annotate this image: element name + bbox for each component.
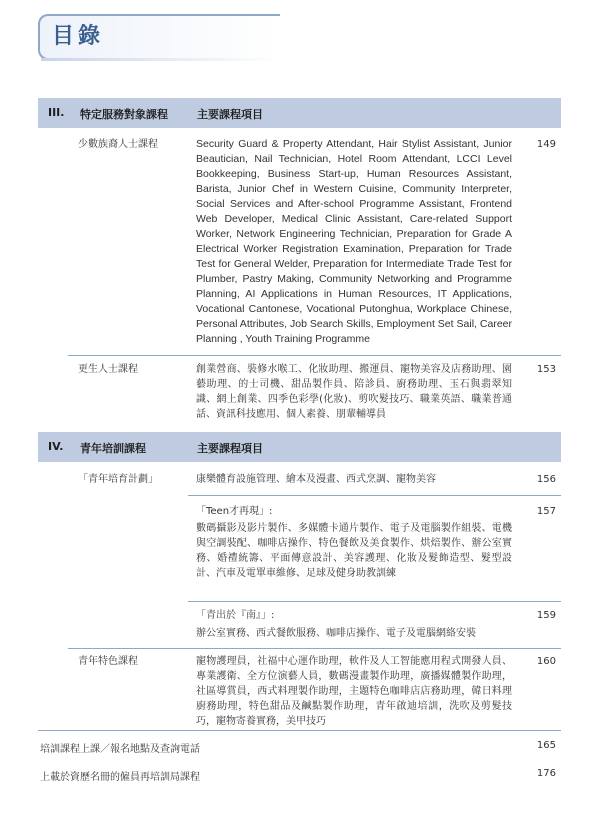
subprogram-title: 「青出於『南』」:: [196, 610, 275, 621]
page-number: 157: [536, 506, 556, 517]
page-number: 153: [536, 364, 556, 375]
footer-entry-label: 培訓課程上課／報名地點及查詢電話: [40, 744, 200, 755]
title-shadow: [41, 58, 281, 61]
section-4-header: [38, 432, 561, 462]
category-label: 少數族裔人士課程: [78, 139, 158, 150]
course-list: 寵物護理員，社福中心運作助理，軟件及人工智能應用程式開發人員、專業護衛、全方位演藝人員，數碼漫畫製作助理，廣播媒體製作助理，社區導賞員，西式料理製作助理，主題特色咖啡店店務助理，韓日料理廚務助理，特色甜品及鹹點製作助理，青年啟迪培訓，洗吹及剪髮技巧，寵物寄養實務，美甲技巧: [196, 656, 512, 727]
page-title: 目錄: [52, 24, 105, 49]
section-3-courses-heading: 主要課程項目: [197, 108, 263, 121]
category-label: 更生人士課程: [78, 364, 138, 375]
section-divider: [38, 730, 561, 731]
page-number: 159: [536, 610, 556, 621]
course-list: 辦公室實務、西式餐飲服務、咖啡店操作、電子及電腦網絡安裝: [196, 628, 476, 639]
section-3-number: III.: [48, 106, 65, 119]
row-divider: [68, 648, 561, 649]
page-title-banner: [38, 14, 286, 58]
subprogram-title: 「Teen才再現」:: [196, 506, 273, 517]
footer-entry-label: 上載於資歷名冊的僱員再培訓局課程: [40, 772, 200, 783]
page-number: 156: [536, 474, 556, 485]
course-list: Security Guard & Property Attendant, Hair Stylist Assistant, Junior Beautician, Nail Technician, Hotel Room Attendant, LCCI Level Bookkeeping, Business Start-up, Human Resources Assistant, Barista, Junior Chef in Western Cuisine, Community Interpreter, Social Services and After-school Programme Assistant, Frontend Web Developer, Medical Clinic Assistant, Care-related Support Worker, Network Engineering Technician, Preparation for Grade A Electrical Worker Registration Examination, Preparation for Trade Test for General Welder, Preparation for Intermediate Trade Test for Plumber, Pastry Making, Community Networking and Programme Planning, AI Applications in Human Resources, IT Applications, Vocational Cantonese, Vocational Putonghua, Workplace Chinese, Personal Attributes, Job Search Skills, Employment Set Sail, Career Planning , Youth Training Programme: [196, 138, 512, 345]
category-label: 青年特色課程: [78, 656, 138, 667]
row-divider: [68, 355, 561, 356]
row-divider: [188, 495, 561, 496]
section-3-category-heading: 特定服務對象課程: [80, 108, 168, 121]
section-4-courses-heading: 主要課程項目: [197, 442, 263, 455]
section-4-category-heading: 青年培訓課程: [80, 442, 146, 455]
page-number: 160: [536, 656, 556, 667]
footer-entry-page: 165: [536, 740, 556, 751]
row-divider: [188, 601, 561, 602]
course-list: 康樂體育設施管理、繪本及漫畫、西式烹調、寵物美容: [196, 474, 436, 485]
section-4-number: IV.: [48, 440, 64, 453]
course-list: 數碼攝影及影片製作、多媒體卡通片製作、電子及電腦製作組裝、電機與空調裝配、咖啡店操作、特色餐飲及美食製作、烘焙製作、辦公室實務、婚禮統籌、平面傳意設計、美容護理、化妝及髮飾造型、髮型設計、汽車及電單車維修、足球及健身助教訓練: [196, 523, 512, 579]
page-number: 149: [536, 139, 556, 150]
course-list: 創業營商、裝修水喉工、化妝助理、搬運員、寵物美容及店務助理、園藝助理、的士司機、甜品製作員、陪診員、廚務助理、玉石與翡翠知識、網上創業、四季色彩學(化妝)、剪吹髮技巧、職業英語、職業普通話、資訊科技應用、個人素養、朋輩輔導員: [196, 364, 512, 420]
category-label: 「青年培育計劃」: [78, 474, 158, 485]
section-3-header: [38, 98, 561, 128]
footer-entry-page: 176: [536, 768, 556, 779]
